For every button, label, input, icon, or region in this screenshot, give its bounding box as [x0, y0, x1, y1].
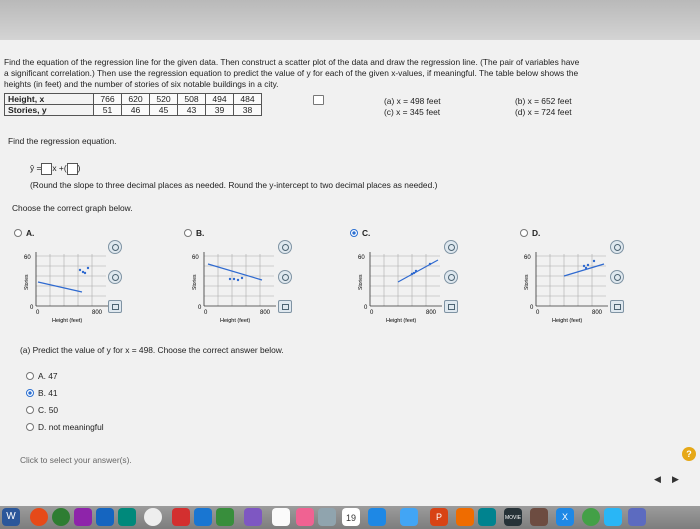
regression-equation: ŷ = x +( ) — [30, 163, 81, 174]
app-icon[interactable] — [628, 508, 646, 526]
app-icon[interactable] — [244, 508, 262, 526]
y-axis-label: Stories — [192, 274, 198, 290]
regression-prompt: Find the regression equation. — [8, 136, 117, 146]
graph-a-plot[interactable] — [22, 246, 122, 326]
x-tick-left: 0 — [204, 310, 208, 316]
app-icon[interactable] — [74, 508, 92, 526]
option-text: 41 — [48, 388, 58, 398]
y-tick-top: 60 — [524, 255, 531, 261]
x-axis-label: Height (feet) — [386, 318, 417, 324]
table-cell: 39 — [206, 105, 234, 116]
graph-option-b-radio[interactable] — [184, 229, 192, 237]
table-cell: 508 — [178, 94, 206, 105]
y-axis-label: Stories — [524, 274, 530, 290]
table-cell: 43 — [178, 105, 206, 116]
app-icon[interactable] — [96, 508, 114, 526]
y-tick-bottom: 0 — [530, 305, 534, 311]
x-tick-left: 0 — [536, 310, 540, 316]
height-row-label: Height, x — [5, 94, 94, 105]
graph-option-c-radio[interactable] — [350, 229, 358, 237]
option-text: not meaningful — [48, 422, 104, 432]
given-x-a: (a) x = 498 feet — [384, 96, 441, 106]
intercept-input[interactable] — [67, 163, 78, 175]
app-icon[interactable] — [194, 508, 212, 526]
zoom-out-icon[interactable] — [444, 270, 458, 284]
app-icon[interactable] — [530, 508, 548, 526]
yhat-symbol: ŷ = — [30, 163, 42, 174]
x-tick-right: 800 — [92, 310, 103, 316]
table-cell: 38 — [234, 105, 262, 116]
app-icon[interactable] — [604, 508, 622, 526]
part-a-option-c — [38, 405, 58, 416]
table-cell: 46 — [122, 105, 150, 116]
app-icon[interactable] — [216, 508, 234, 526]
app-icon[interactable] — [30, 508, 48, 526]
part-a-option-a — [38, 371, 58, 382]
app-icon[interactable] — [400, 508, 418, 526]
y-tick-top: 60 — [358, 255, 365, 261]
stories-row-label: Stories, y — [5, 105, 94, 116]
table-cell: 520 — [150, 94, 178, 105]
app-icon[interactable] — [296, 508, 314, 526]
powerpoint-icon[interactable]: P — [430, 508, 448, 526]
help-button[interactable]: ? — [682, 447, 696, 461]
table-cell: 51 — [94, 105, 122, 116]
graph-c-plot[interactable] — [356, 246, 456, 326]
zoom-in-icon[interactable] — [610, 240, 624, 254]
graph-choice-prompt: Choose the correct graph below. — [12, 203, 133, 213]
part-a-option-c-radio[interactable] — [26, 406, 34, 414]
graph-option-b-label: B. — [196, 228, 205, 238]
part-a-option-d — [38, 422, 104, 433]
x-axis-label: Height (feet) — [52, 318, 83, 324]
part-a-option-b-radio[interactable] — [26, 389, 34, 397]
app-icon[interactable] — [456, 508, 474, 526]
copy-data-icon[interactable] — [313, 95, 324, 105]
slope-input[interactable] — [41, 163, 52, 175]
given-x-b: (b) x = 652 feet — [515, 96, 572, 106]
option-text: 50 — [48, 405, 59, 415]
question-intro-line2: a significant correlation.) Then use the regression equation to predict the value of y for each of the given x-values, if meaningful. The table below shows the — [4, 68, 579, 78]
given-x-d: (d) x = 724 feet — [515, 107, 572, 117]
x-tick-right: 800 — [592, 310, 603, 316]
zoom-in-icon[interactable] — [444, 240, 458, 254]
taskbar-dock — [0, 506, 700, 529]
x-tick-right: 800 — [260, 310, 271, 316]
part-a-option-b — [38, 388, 58, 399]
building-data-table — [4, 93, 262, 116]
music-icon[interactable] — [272, 508, 290, 526]
y-tick-top: 60 — [192, 255, 199, 261]
app-icon[interactable] — [368, 508, 386, 526]
open-graph-icon[interactable] — [278, 300, 292, 313]
y-tick-bottom: 0 — [198, 305, 202, 311]
app-icon[interactable] — [118, 508, 136, 526]
y-axis-label: Stories — [24, 274, 30, 290]
graph-option-c-label: C. — [362, 228, 371, 238]
zoom-out-icon[interactable] — [108, 270, 122, 284]
calendar-icon[interactable]: 19 — [342, 508, 360, 526]
graph-d-plot[interactable] — [522, 246, 622, 326]
open-graph-icon[interactable] — [610, 300, 624, 313]
app-icon[interactable] — [172, 508, 190, 526]
graph-option-d-radio[interactable] — [520, 229, 528, 237]
part-a-option-d-radio[interactable] — [26, 423, 34, 431]
excel-icon[interactable]: X — [556, 508, 574, 526]
x-axis-label: Height (feet) — [220, 318, 251, 324]
screen-bezel — [0, 0, 700, 40]
open-graph-icon[interactable] — [108, 300, 122, 313]
table-cell: 45 — [150, 105, 178, 116]
prev-arrow-icon[interactable]: ◀ — [654, 474, 661, 484]
question-intro-line1: Find the equation of the regression line for the given data. Then construct a scatter plot of the data and draw the regression line. (The pair of variables have — [4, 57, 580, 67]
next-arrow-icon[interactable]: ▶ — [672, 474, 679, 484]
zoom-out-icon[interactable] — [278, 270, 292, 284]
select-hint: Click to select your answer(s). — [20, 455, 132, 465]
x-plus-text: x + — [52, 163, 64, 174]
graph-b-plot[interactable] — [190, 246, 290, 326]
graph-option-a-label: A. — [26, 228, 35, 238]
rounding-note: (Round the slope to three decimal places as needed. Round the y-intercept to two decimal places as needed.) — [30, 180, 438, 190]
app-icon[interactable] — [478, 508, 496, 526]
x-tick-right: 800 — [426, 310, 437, 316]
table-cell: 484 — [234, 94, 262, 105]
app-icon[interactable] — [582, 508, 600, 526]
y-tick-bottom: 0 — [364, 305, 368, 311]
table-row — [5, 105, 262, 116]
part-a-prompt: (a) Predict the value of y for x = 498. Choose the correct answer below. — [20, 345, 284, 355]
zoom-out-icon[interactable] — [610, 270, 624, 284]
table-row — [5, 94, 262, 105]
x-tick-left: 0 — [36, 310, 40, 316]
word-icon[interactable]: W — [2, 508, 20, 526]
option-letter: C. — [38, 405, 47, 415]
x-tick-left: 0 — [370, 310, 374, 316]
option-letter: A. — [38, 371, 46, 381]
app-icon[interactable] — [52, 508, 70, 526]
given-x-c: (c) x = 345 feet — [384, 107, 441, 117]
y-tick-bottom: 0 — [30, 305, 34, 311]
table-cell: 766 — [94, 94, 122, 105]
app-icon[interactable] — [318, 508, 336, 526]
graph-option-a-radio[interactable] — [14, 229, 22, 237]
x-axis-label: Height (feet) — [552, 318, 583, 324]
option-letter: D. — [38, 422, 47, 432]
part-a-option-a-radio[interactable] — [26, 372, 34, 380]
option-text: 47 — [48, 371, 58, 381]
zoom-in-icon[interactable] — [108, 240, 122, 254]
movie-app-icon[interactable]: MOVIE — [504, 508, 522, 526]
question-intro-line3: heights (in feet) and the number of stories of six notable buildings in a city. — [4, 79, 279, 89]
table-cell: 620 — [122, 94, 150, 105]
graph-option-d-label: D. — [532, 228, 541, 238]
y-tick-top: 60 — [24, 255, 31, 261]
safari-icon[interactable] — [144, 508, 162, 526]
option-letter: B. — [38, 388, 46, 398]
zoom-in-icon[interactable] — [278, 240, 292, 254]
open-graph-icon[interactable] — [444, 300, 458, 313]
table-cell: 494 — [206, 94, 234, 105]
y-axis-label: Stories — [358, 274, 364, 290]
